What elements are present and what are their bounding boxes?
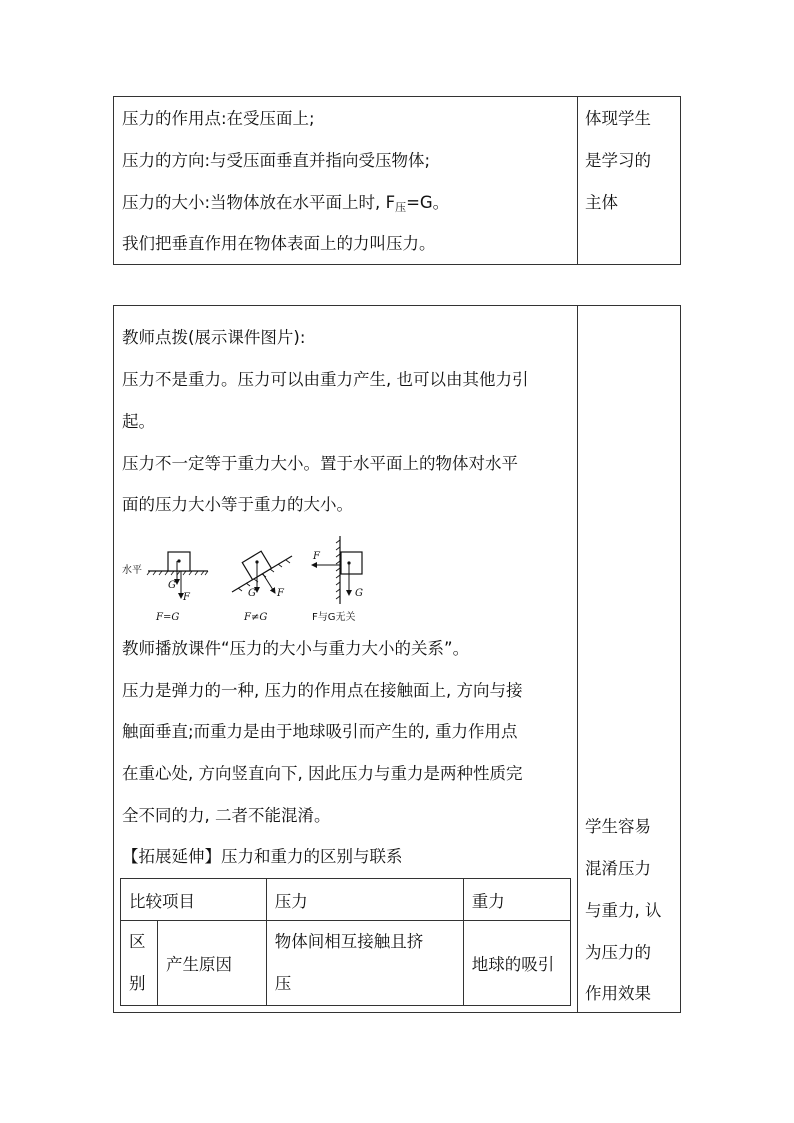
comparison-cause-row (121, 921, 571, 1006)
note2-line-4: 为压力的 (585, 943, 651, 962)
caption-f-equals-g: F=G (156, 612, 180, 623)
table-2 (113, 305, 681, 1013)
note-line-3: 主体 (585, 193, 618, 212)
pressure-cause-line-1: 物体间相互接触且挤 (274, 932, 424, 951)
body-line-2: 起。 (122, 412, 155, 431)
after-line-3: 触面垂直;而重力是由于地球吸引而产生的, 重力作用点 (122, 722, 518, 741)
formula-f: F (385, 193, 396, 212)
after-line-1: 教师播放课件“压力的大小与重力大小的关系”。 (122, 639, 470, 658)
body-line-4: 面的压力大小等于重力的大小。 (122, 495, 353, 514)
table-1-divider (577, 97, 578, 264)
incline-surface-diagram (232, 551, 292, 623)
teacher-guide-title: 教师点拨(展示课件图片): (122, 328, 306, 347)
note2-line-2: 混淆压力 (585, 859, 651, 878)
note2-line-5: 作用效果 (585, 984, 651, 1003)
header-gravity: 重力 (463, 879, 570, 921)
comparison-header-row (121, 879, 571, 921)
vertical-wall-diagram (312, 536, 363, 623)
caption-f-independent-g: F与G无关 (312, 612, 356, 623)
pressure-cause (266, 921, 463, 1006)
header-pressure: 压力 (266, 879, 463, 921)
note-line-2: 是学习的 (585, 151, 651, 170)
formula-sub: 压 (395, 201, 407, 214)
formula-eq: =G。 (406, 193, 450, 212)
note-line-1: 体现学生 (585, 109, 651, 128)
pressure-cause-line-2: 压 (274, 974, 292, 993)
pressure-definition-text: 我们把垂直作用在物体表面上的力叫压力。 (122, 234, 436, 253)
pressure-direction-text: 压力的方向:与受压面垂直并指向受压物体; (122, 151, 431, 170)
horizontal-label: 水平 (122, 565, 142, 576)
caption-f-not-equal-g: F≠G (244, 612, 268, 623)
difference-char-1: 区 (129, 932, 146, 951)
after-line-4: 在重心处, 方向竖直向下, 因此压力与重力是两种性质完 (122, 764, 523, 783)
label-f-1: F (183, 592, 190, 603)
extension-heading: 【拓展延伸】压力和重力的区别与联系 (122, 847, 403, 866)
after-line-2: 压力是弹力的一种, 压力的作用点在接触面上, 方向与接 (122, 681, 523, 700)
header-compare-item: 比较项目 (121, 879, 267, 921)
comparison-table (120, 878, 571, 1006)
difference-group-label (121, 921, 158, 1006)
label-g-2: G (248, 588, 256, 599)
pressure-magnitude-label: 压力的大小:当物体放在水平面上时, (122, 193, 381, 212)
gravity-cause: 地球的吸引 (463, 921, 570, 1006)
pressure-magnitude-text (122, 193, 449, 218)
body-line-1: 压力不是重力。压力可以由重力产生, 也可以由其他力引 (122, 370, 529, 389)
label-f-3: F (313, 551, 320, 562)
label-g-3: G (355, 588, 363, 599)
after-line-5: 全不同的力, 二者不能混淆。 (122, 806, 331, 825)
table-2-divider (577, 306, 578, 1012)
body-line-3: 压力不一定等于重力大小。置于水平面上的物体对水平 (122, 454, 518, 473)
horizontal-surface-diagram (122, 552, 208, 623)
force-diagram-figure (120, 528, 380, 628)
note2-line-1: 学生容易 (585, 817, 651, 836)
pressure-point-text: 压力的作用点:在受压面上; (122, 109, 315, 128)
cause-label: 产生原因 (158, 921, 267, 1006)
difference-char-2: 别 (129, 974, 146, 993)
table-1 (113, 96, 681, 265)
label-f-2: F (277, 588, 284, 599)
note2-line-3: 与重力, 认 (585, 901, 662, 920)
label-g-1: G (168, 580, 176, 591)
